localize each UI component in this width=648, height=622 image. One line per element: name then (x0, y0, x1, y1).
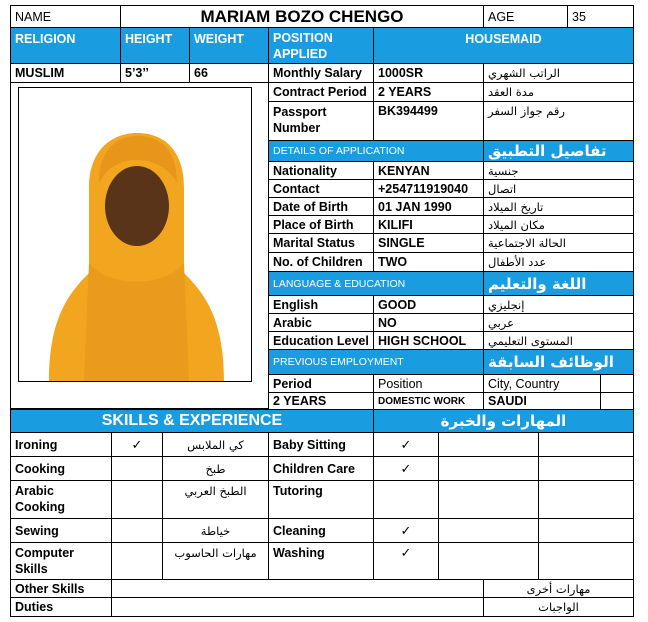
skills-header-arabic: المهارات والخبرة (373, 409, 634, 433)
education-value: HIGH SCHOOL (373, 331, 484, 350)
marital-value: SINGLE (373, 233, 484, 253)
skill-arabic-cooking-arabic: الطبخ العربي (162, 480, 269, 519)
employment-period: 2 YEARS (268, 392, 374, 410)
language-header-arabic: اللغة والتعليم (483, 271, 634, 296)
skill-empty-cell (438, 432, 539, 457)
dob-label: Date of Birth (268, 197, 374, 216)
nationality-arabic: جنسية (483, 161, 634, 180)
passport-arabic: رقم جواز السفر (483, 101, 634, 141)
dob-arabic: تاريخ الميلاد (483, 197, 634, 216)
skills-header: SKILLS & EXPERIENCE (10, 409, 374, 433)
skill-arabic-cooking-check (111, 480, 163, 519)
duties-label: Duties (10, 597, 112, 617)
skill-computer-arabic: مهارات الحاسوب (162, 542, 269, 580)
education-arabic: المستوى التعليمي (483, 331, 634, 350)
skill-empty-cell (538, 542, 634, 580)
weight-header: WEIGHT (189, 27, 269, 64)
name-label: NAME (10, 5, 121, 28)
skill-cooking: Cooking (10, 456, 112, 481)
contact-value: +254711919040 (373, 179, 484, 198)
details-header-arabic: تفاصيل التطبيق (483, 140, 634, 162)
skill-empty-cell (438, 542, 539, 580)
skill-washing-check: ✓ (373, 542, 439, 580)
salary-label: Monthly Salary (268, 63, 374, 83)
other-skills-arabic: مهارات أخرى (483, 579, 634, 598)
position-value: HOUSEMAID (373, 27, 634, 64)
arabic-label: Arabic (268, 313, 374, 332)
skill-baby-sitting: Baby Sitting (268, 432, 374, 457)
employment-position: DOMESTIC WORK (373, 392, 484, 410)
skill-empty-cell (438, 480, 539, 519)
pob-label: Place of Birth (268, 215, 374, 234)
children-arabic: عدد الأطفال (483, 252, 634, 272)
english-value: GOOD (373, 295, 484, 314)
skill-empty-cell (538, 432, 634, 457)
skill-tutoring: Tutoring (268, 480, 374, 519)
nationality-value: KENYAN (373, 161, 484, 180)
skill-sewing-arabic: خياطة (162, 518, 269, 543)
skill-tutoring-check (373, 480, 439, 519)
skill-empty-cell (538, 518, 634, 543)
skill-ironing: Ironing (10, 432, 112, 457)
skill-baby-sitting-check: ✓ (373, 432, 439, 457)
skill-sewing: Sewing (10, 518, 112, 543)
pob-arabic: مكان الميلاد (483, 215, 634, 234)
other-skills-label: Other Skills (10, 579, 112, 598)
skill-cooking-check (111, 456, 163, 481)
marital-arabic: الحالة الاجتماعية (483, 233, 634, 253)
employment-col-position: Position (373, 374, 484, 393)
skill-computer-check (111, 542, 163, 580)
dob-value: 01 JAN 1990 (373, 197, 484, 216)
contact-label: Contact (268, 179, 374, 198)
skill-children-care-check: ✓ (373, 456, 439, 481)
height-header: HEIGHT (120, 27, 190, 64)
name-value: MARIAM BOZO CHENGO (120, 5, 484, 28)
nationality-label: Nationality (268, 161, 374, 180)
position-applied-header: POSITION APPLIED (268, 27, 374, 64)
person-photo-icon (19, 88, 251, 381)
contact-arabic: اتصال (483, 179, 634, 198)
other-skills-value (111, 579, 484, 598)
weight-value: 66 (189, 63, 269, 83)
arabic-value: NO (373, 313, 484, 332)
applicant-photo (18, 87, 252, 382)
pob-value: KILIFI (373, 215, 484, 234)
details-header: DETAILS OF APPLICATION (268, 140, 484, 162)
skill-empty-cell (438, 456, 539, 481)
education-label: Education Level (268, 331, 374, 350)
duties-arabic: الواجبات (483, 597, 634, 617)
skill-cooking-arabic: طبخ (162, 456, 269, 481)
english-label: English (268, 295, 374, 314)
employment-empty-cell (600, 374, 634, 393)
skill-cleaning-check: ✓ (373, 518, 439, 543)
skill-cleaning: Cleaning (268, 518, 374, 543)
skill-ironing-arabic: كي الملابس (162, 432, 269, 457)
contract-value: 2 YEARS (373, 82, 484, 102)
skill-washing: Washing (268, 542, 374, 580)
employment-empty-cell (600, 392, 634, 410)
salary-arabic: الراتب الشهري (483, 63, 634, 83)
skill-empty-cell (538, 456, 634, 481)
passport-label: Passport Number (268, 101, 374, 141)
skill-empty-cell (438, 518, 539, 543)
contract-arabic: مدة العقد (483, 82, 634, 102)
arabic-arabic: عربي (483, 313, 634, 332)
employment-header: PREVIOUS EMPLOYMENT (268, 349, 484, 375)
passport-value: BK394499 (373, 101, 484, 141)
employment-col-period: Period (268, 374, 374, 393)
religion-value: MUSLIM (10, 63, 121, 83)
english-arabic: إنجليزي (483, 295, 634, 314)
skill-children-care: Children Care (268, 456, 374, 481)
language-header: LANGUAGE & EDUCATION (268, 271, 484, 296)
employment-header-arabic: الوظائف السابقة (483, 349, 634, 375)
age-label: AGE (483, 5, 568, 28)
salary-value: 1000SR (373, 63, 484, 83)
skill-computer: Computer Skills (10, 542, 112, 580)
contract-label: Contract Period (268, 82, 374, 102)
skill-empty-cell (538, 480, 634, 519)
children-value: TWO (373, 252, 484, 272)
employment-country: SAUDI (483, 392, 601, 410)
religion-header: RELIGION (10, 27, 121, 64)
skill-sewing-check (111, 518, 163, 543)
height-value: 5’3’’ (120, 63, 190, 83)
age-value: 35 (567, 5, 634, 28)
skill-ironing-check: ✓ (111, 432, 163, 457)
employment-col-country: City, Country (483, 374, 601, 393)
children-label: No. of Children (268, 252, 374, 272)
skill-arabic-cooking: Arabic Cooking (10, 480, 112, 519)
marital-label: Marital Status (268, 233, 374, 253)
duties-value (111, 597, 484, 617)
